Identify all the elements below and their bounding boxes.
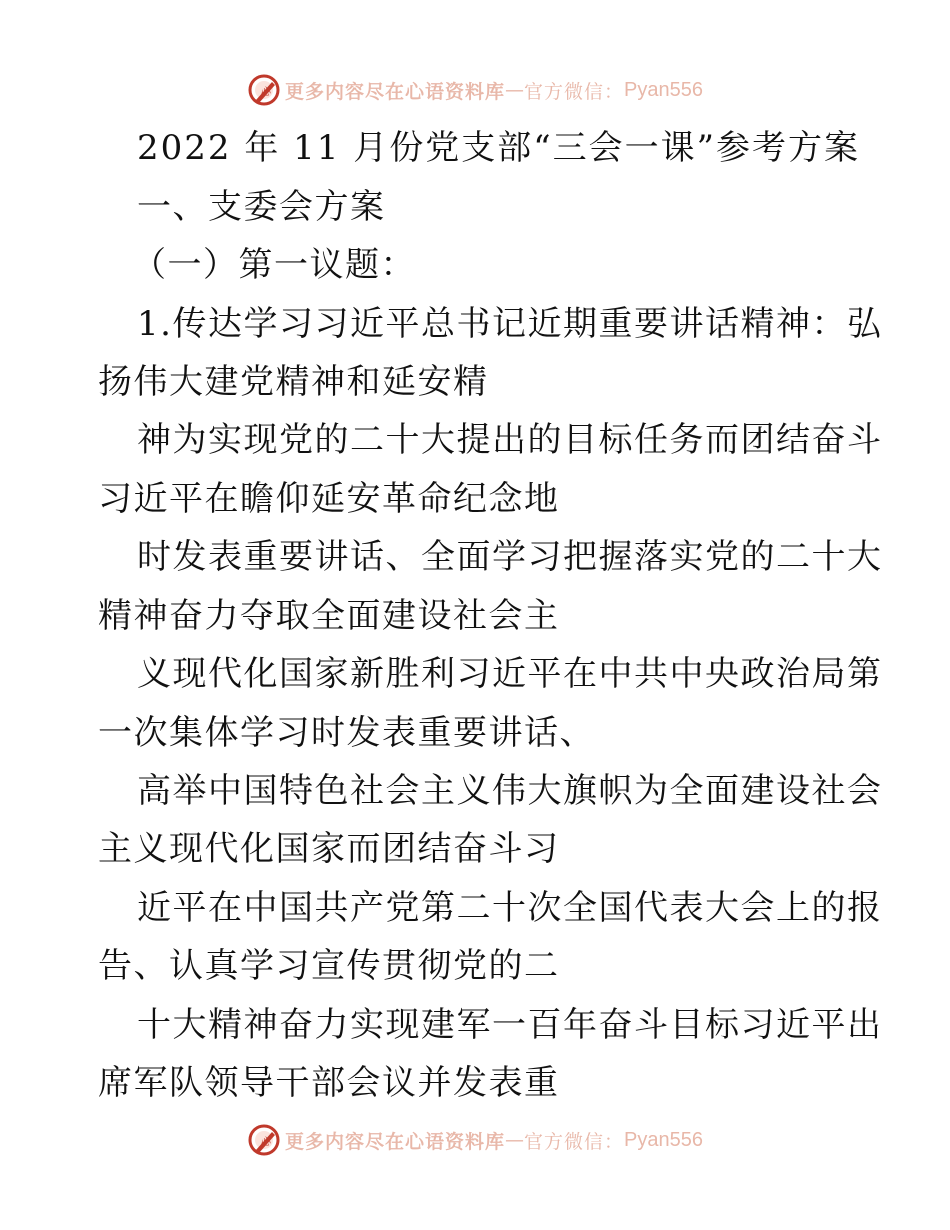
- watermark-brand-text: 更多内容尽在心语资料库: [285, 80, 506, 103]
- body-line: 神为实现党的二十大提出的目标任务而团结奋斗: [137, 420, 883, 460]
- body-line: 高举中国特色社会主义伟大旗帜为全面建设社会: [137, 771, 883, 811]
- watermark-official-label: 官方微信：: [524, 1130, 625, 1153]
- document-title: 2022 年 11 月份党支部“三会一课”参考方案: [137, 128, 860, 168]
- body-line: 义现代化国家新胜利习近平在中共中央政治局第: [137, 654, 883, 694]
- svg-text:心: 心: [261, 1137, 271, 1148]
- header-watermark: [0, 70, 950, 110]
- body-line: 十大精神奋力实现建军一百年奋斗目标习近平出: [137, 1005, 883, 1045]
- body-line: 一次集体学习时发表重要讲话、: [98, 713, 595, 753]
- watermark-brand-text: 更多内容尽在心语资料库: [285, 1130, 506, 1153]
- watermark-wechat-id: Pyan556: [624, 1128, 703, 1151]
- pen-logo-icon: [247, 1123, 281, 1157]
- watermark-separator: —: [505, 79, 525, 101]
- body-line: 扬伟大建党精神和延安精: [98, 362, 489, 402]
- body-line: 席军队领导干部会议并发表重: [98, 1063, 560, 1103]
- subsection-heading: （一）第一议题：: [132, 245, 416, 285]
- watermark-official-label: 官方微信：: [524, 80, 625, 103]
- body-line: 近平在中国共产党第二十次全国代表大会上的报: [137, 888, 883, 928]
- body-line: 时发表重要讲话、全面学习把握落实党的二十大: [137, 537, 883, 577]
- footer-watermark: [0, 1120, 950, 1160]
- body-line: 1.传达学习习近平总书记近期重要讲话精神：弘: [137, 304, 883, 344]
- watermark-separator: —: [505, 1129, 525, 1151]
- pen-logo-icon: [247, 73, 281, 107]
- body-line: 精神奋力夺取全面建设社会主: [98, 596, 560, 636]
- body-line: 主义现代化国家而团结奋斗习: [98, 829, 560, 869]
- body-line: 习近平在瞻仰延安革命纪念地: [98, 479, 560, 519]
- section-heading: 一、支委会方案: [137, 187, 386, 227]
- svg-text:心: 心: [261, 87, 271, 98]
- body-line: 告、认真学习宣传贯彻党的二: [98, 946, 560, 986]
- watermark-wechat-id: Pyan556: [624, 78, 703, 101]
